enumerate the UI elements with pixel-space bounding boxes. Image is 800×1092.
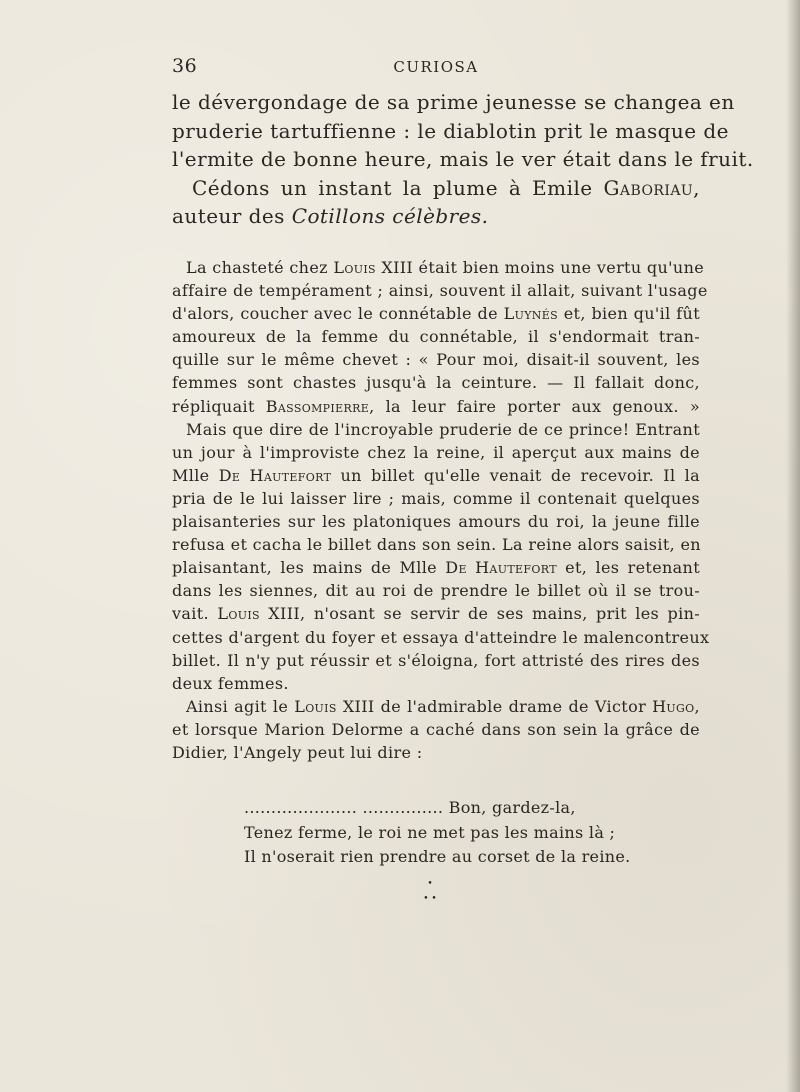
proper-name: Louis [217, 604, 260, 624]
text-line: le dévergondage de sa prime jeunesse se changea en [172, 90, 735, 114]
quoted-passage [172, 256, 710, 764]
text-run: Mlle [172, 465, 219, 485]
verse-line: Il n'oserait rien prendre au corset de la reine. [244, 847, 631, 866]
text-line: refusa et cacha le billet dans son sein. La reine alors saisit, en [172, 535, 701, 555]
text-line [172, 302, 700, 325]
text-line [172, 602, 700, 625]
text-run: La chasteté chez [186, 258, 334, 277]
proper-name: Hugo, [652, 696, 700, 716]
verse-line: ..................... ............... Bon, gardez-la, [244, 798, 576, 817]
author-name: Gaboriau, [603, 175, 700, 200]
text-line: Didier, l'Angely peut lui dire : [172, 742, 423, 762]
proper-name: Louis [294, 696, 337, 716]
text-run: et, les retenant [556, 558, 700, 578]
proper-name: Bassompierre [265, 396, 370, 416]
page-edge-shadow [786, 0, 800, 1092]
page-number: 36 [172, 55, 198, 77]
proper-name: De Hautefort [445, 558, 557, 578]
text-line: un jour à l'improviste chez la reine, il aperçut aux mains de [172, 442, 700, 462]
text-line [172, 202, 700, 231]
text-line: Mais que dire de l'incroyable pruderie de ce prince! Entrant [186, 419, 700, 439]
text-line: billet. Il n'y put réussir et s'éloigna, fort attristé des rires des [172, 650, 700, 670]
text-line: dans les siennes, dit au roi de prendre le billet où il se trou- [172, 581, 700, 601]
text-line: femmes sont chastes jusqu'à la ceinture. — Il fallait donc, [172, 373, 700, 393]
section-ornament [418, 880, 442, 904]
text-run: Cédons un instant la plume à Emile [192, 175, 604, 200]
text-run: plaisantant, les mains de Mlle [172, 558, 446, 578]
text-line: et lorsque Marion Delorme a caché dans son sein la grâce de [172, 719, 700, 739]
text-run: , la leur faire porter aux genoux. » [369, 396, 700, 416]
proper-name: De Hautefort [218, 465, 332, 485]
text-line [172, 174, 700, 203]
text-line: quille sur le même chevet : « Pour moi, disait-il souvent, les [172, 350, 700, 370]
text-line: l'ermite de bonne heure, mais le ver était dans le fruit. [172, 147, 754, 171]
running-title: CURIOSA [393, 58, 479, 76]
ornament-dots-bottom: • • [423, 894, 437, 904]
text-run: Ainsi agit le [186, 696, 295, 716]
text-line [172, 395, 700, 418]
text-run: répliquait [172, 396, 266, 416]
verse-excerpt [244, 796, 684, 870]
text-run: vait. [172, 604, 218, 624]
text-line: pruderie tartuffienne : le diablotin prit le masque de [172, 118, 729, 143]
book-title: Cotillons célèbres. [291, 204, 489, 228]
text-line: pria de le lui laisser lire ; mais, comme il contenait quelques [172, 488, 700, 508]
ornament-dot-top: • [427, 879, 433, 889]
text-line [172, 256, 705, 279]
text-run: auteur des [172, 204, 292, 228]
verse-line: Tenez ferme, le roi ne met pas les mains là ; [244, 822, 616, 842]
text-run: XIII de l'admirable drame de Victor [336, 696, 653, 716]
text-line: affaire de tempérament ; ainsi, souvent il allait, suivant l'usage [172, 281, 708, 301]
page-header [172, 55, 700, 81]
text-line: cettes d'argent du foyer et essaya d'atteindre le malencontreux [172, 627, 710, 647]
text-line [172, 695, 700, 718]
text-run: et, bien qu'il fût [558, 304, 700, 324]
text-run: un billet qu'elle venait de recevoir. Il la [331, 465, 701, 485]
text-line [172, 464, 700, 487]
text-line: deux femmes. [172, 673, 289, 693]
text-run: XIII était bien moins une vertu qu'une [375, 258, 705, 277]
intro-text [172, 88, 754, 231]
proper-name: Luynés [503, 304, 559, 324]
text-line: plaisanteries sur les platoniques amours du roi, la jeune fille [172, 512, 700, 532]
text-run: d'alors, coucher avec le connétable de [172, 304, 504, 324]
text-line: amoureux de la femme du connétable, il s'endormait tran- [172, 327, 700, 347]
proper-name: Louis [333, 258, 376, 277]
text-run: XIII, n'osant se servir de ses mains, prit les pin- [259, 604, 700, 624]
text-line [172, 556, 700, 579]
